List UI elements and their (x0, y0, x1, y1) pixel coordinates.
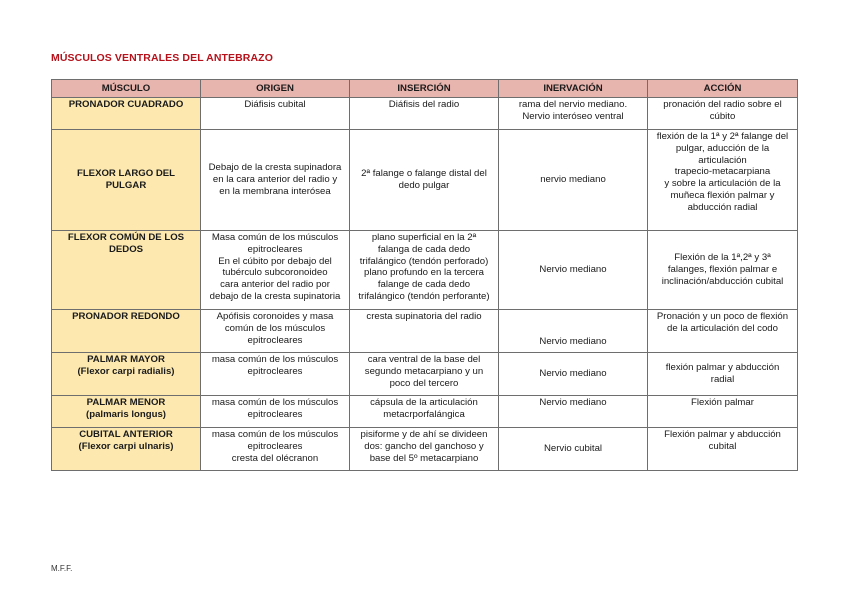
header-action: ACCIÓN (648, 80, 798, 98)
insertion-cell: cresta supinatoria del radio (350, 310, 499, 353)
origin-cell: masa común de los músculos epitrocleares (201, 353, 350, 396)
origin-cell: Masa común de los músculos epitrocleares En el cúbito por debajo del tubérculo subcoronoideo cara anterior del radio por debajo de la cresta supinatoria (201, 231, 350, 310)
header-row (52, 80, 798, 98)
innervation-cell: Nervio mediano (499, 353, 648, 396)
muscle-name: PRONADOR REDONDO (52, 310, 201, 353)
origin-cell: Debajo de la cresta supinadora en la cara anterior del radio y en la membrana interósea (201, 130, 350, 231)
innervation-cell: Nervio mediano (499, 231, 648, 310)
action-cell: pronación del radio sobre el cúbito (648, 98, 798, 130)
header-innervation: INERVACIÓN (499, 80, 648, 98)
table-row (52, 310, 798, 353)
muscle-name: CUBITAL ANTERIOR (Flexor carpi ulnaris) (52, 428, 201, 471)
muscle-name: PALMAR MENOR (palmaris longus) (52, 396, 201, 428)
action-cell: Flexión de la 1ª,2ª y 3ª falanges, flexión palmar e inclinación/abducción cubital (648, 231, 798, 310)
insertion-cell: 2ª falange o falange distal del dedo pulgar (350, 130, 499, 231)
innervation-cell: rama del nervio mediano. Nervio interóseo ventral (499, 98, 648, 130)
table-row (52, 130, 798, 231)
innervation-cell: nervio mediano (499, 130, 648, 231)
muscle-name: FLEXOR COMÚN DE LOS DEDOS (52, 231, 201, 310)
innervation-cell: Nervio mediano (499, 310, 648, 353)
muscle-name: FLEXOR LARGO DEL PULGAR (52, 130, 201, 231)
table-row (52, 353, 798, 396)
insertion-cell: cara ventral de la base del segundo metacarpiano y un poco del tercero (350, 353, 499, 396)
table-row (52, 396, 798, 428)
action-cell: Flexión palmar (648, 396, 798, 428)
table-row (52, 428, 798, 471)
origin-cell: masa común de los músculos epitrocleares cresta del olécranon (201, 428, 350, 471)
innervation-cell: Nervio cubital (499, 428, 648, 471)
header-muscle: MÚSCULO (52, 80, 201, 98)
table-row (52, 98, 798, 130)
muscle-name: PALMAR MAYOR (Flexor carpi radialis) (52, 353, 201, 396)
insertion-cell: Diáfisis del radio (350, 98, 499, 130)
header-origin: ORIGEN (201, 80, 350, 98)
action-cell: flexión palmar y abducción radial (648, 353, 798, 396)
origin-cell: Apófisis coronoides y masa común de los músculos epitrocleares (201, 310, 350, 353)
insertion-cell: plano superficial en la 2ª falanga de cada dedo trifalángico (tendón perforado) plano profundo en la tercera falange de cada dedo trifalángico (tendón perforante) (350, 231, 499, 310)
header-insertion: INSERCIÓN (350, 80, 499, 98)
insertion-cell: pisiforme y de ahí se divideen dos: gancho del ganchoso y base del 5º metacarpiano (350, 428, 499, 471)
action-cell: Pronación y un poco de flexión de la articulación del codo (648, 310, 798, 353)
table-row (52, 231, 798, 310)
footer-initials: M.F.F. (51, 564, 73, 573)
origin-cell: masa común de los músculos epitrocleares (201, 396, 350, 428)
insertion-cell: cápsula de la articulación metacrporfalángica (350, 396, 499, 428)
action-cell: flexión de la 1ª y 2ª falange del pulgar, aducción de la articulación trapecio-metacarpiana y sobre la articulación de la muñeca flexión palmar y abducción radial (648, 130, 798, 231)
origin-cell: Diáfisis cubital (201, 98, 350, 130)
action-cell: Flexión palmar y abducción cubital (648, 428, 798, 471)
muscle-name: PRONADOR CUADRADO (52, 98, 201, 130)
page-title: MÚSCULOS VENTRALES DEL ANTEBRAZO (51, 52, 273, 64)
innervation-cell: Nervio mediano (499, 396, 648, 428)
muscles-table (51, 79, 798, 471)
